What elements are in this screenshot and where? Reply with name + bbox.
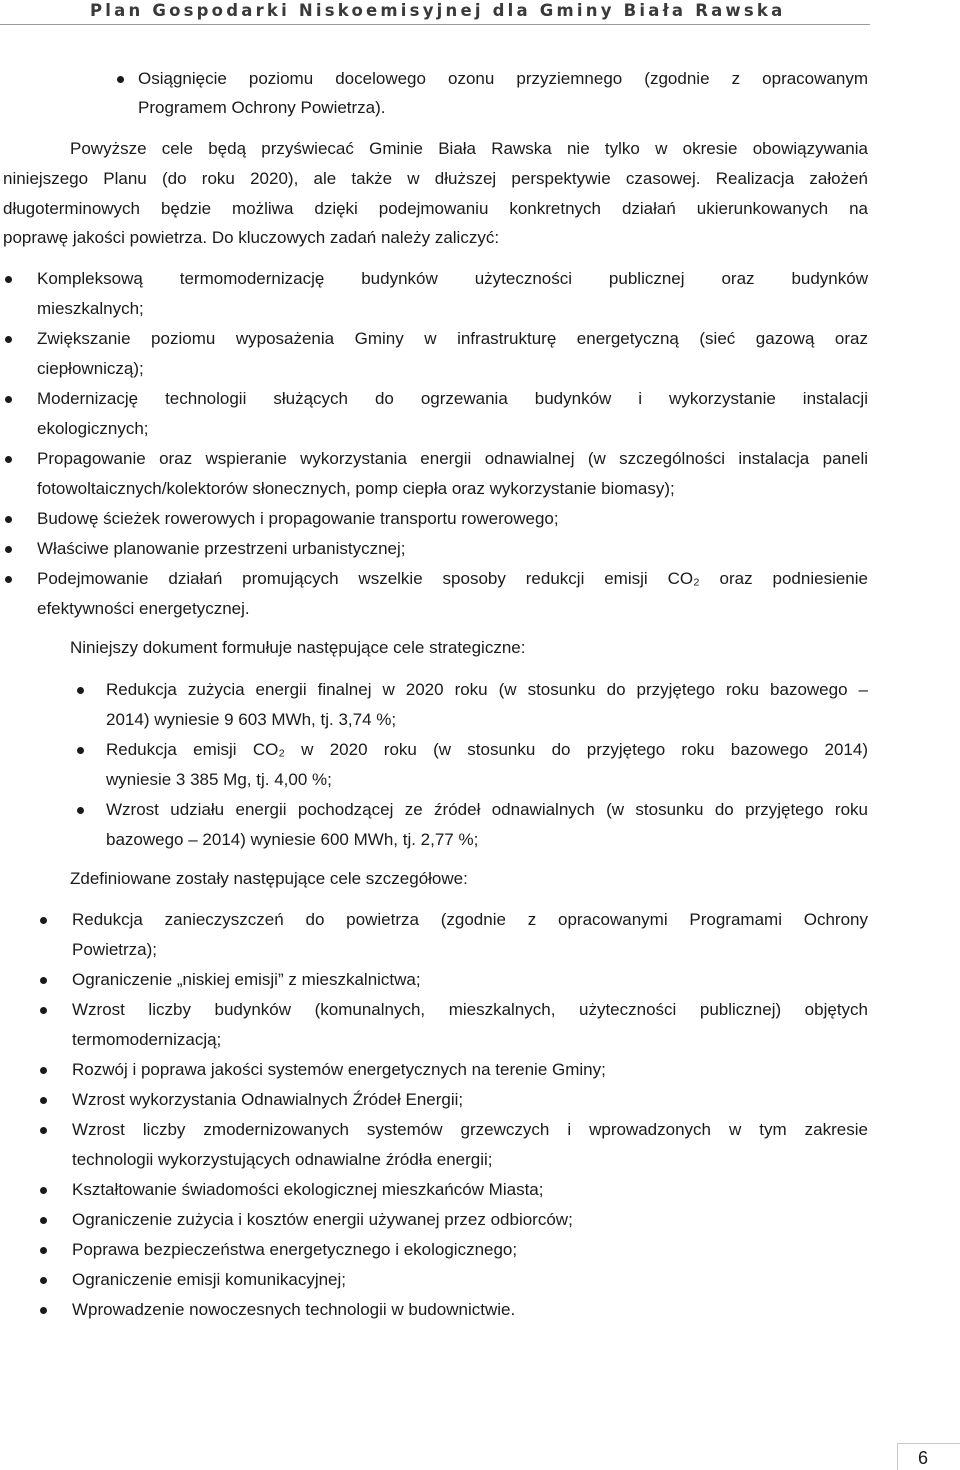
header-divider (0, 24, 870, 25)
list-item-text: Podejmowanie działań promujących wszelkie sposoby redukcji emisji CO₂ oraz podniesienie (37, 569, 868, 588)
paragraph-text: poprawę jakości powietrza. Do kluczowych zadań należy zaliczyć: (3, 228, 500, 247)
paragraph-text: długoterminowych będzie możliwa dzięki podejmowaniu konkretnych działań ukierunkowanych na (3, 199, 868, 218)
section-intro: Niniejszy dokument formułuje następujące cele strategiczne: (70, 638, 526, 657)
bullet-dot (77, 807, 84, 814)
bullet-dot (40, 1217, 47, 1224)
bullet-dot (77, 747, 84, 754)
bullet-dot (5, 276, 12, 283)
bullet-dot (40, 1277, 47, 1284)
bullet-dot (5, 396, 12, 403)
list-item-text: Wzrost wykorzystania Odnawialnych Źródeł Energii; (72, 1090, 464, 1109)
bullet-dot (40, 1097, 47, 1104)
section-intro: Zdefiniowane zostały następujące cele szczegółowe: (70, 869, 468, 888)
bullet-dot (40, 977, 47, 984)
bullet-dot (40, 1187, 47, 1194)
list-item-text: Zwiększanie poziomu wyposażenia Gminy w infrastrukturę energetyczną (sieć gazową oraz (37, 329, 868, 348)
bullet-dot (40, 1007, 47, 1014)
list-item-text: efektywności energetycznej. (37, 599, 250, 618)
bullet-dot (40, 1307, 47, 1314)
list-item-text: Powietrza); (72, 940, 158, 959)
list-item-text: mieszkalnych; (37, 299, 144, 318)
list-item-text: Poprawa bezpieczeństwa energetycznego i ekologicznego; (72, 1240, 518, 1259)
paragraph-text: Powyższe cele będą przyświecać Gminie Biała Rawska nie tylko w okresie obowiązywania (70, 139, 868, 158)
list-item-text: technologii wykorzystujących odnawialne źródła energii; (72, 1150, 493, 1169)
list-item-text: Ograniczenie emisji komunikacyjnej; (72, 1270, 347, 1289)
list-item-text: Osiągnięcie poziomu docelowego ozonu przyziemnego (zgodnie z opracowanym (138, 69, 868, 88)
list-item-text: Budowę ścieżek rowerowych i propagowanie transportu rowerowego; (37, 509, 559, 528)
bullet-dot (40, 1067, 47, 1074)
page-number-box (897, 1443, 960, 1470)
list-item-text: Kompleksową termomodernizację budynków użyteczności publicznej oraz budynków (37, 269, 868, 288)
list-item-text: Redukcja zanieczyszczeń do powietrza (zgodnie z opracowanymi Programami Ochrony (72, 910, 868, 929)
list-item-text: 2014) wyniesie 9 603 MWh, tj. 3,74 %; (106, 710, 397, 729)
list-item-text: Propagowanie oraz wspieranie wykorzystania energii odnawialnej (w szczególności instalacja paneli (37, 449, 868, 468)
list-item-text: Właściwe planowanie przestrzeni urbanistycznej; (37, 539, 406, 558)
list-item-text: bazowego – 2014) wyniesie 600 MWh, tj. 2,77 %; (106, 830, 479, 849)
list-item-text: Wzrost liczby zmodernizowanych systemów grzewczych i wprowadzonych w tym zakresie (72, 1120, 868, 1139)
bullet-dot (5, 576, 12, 583)
list-item-text: Rozwój i poprawa jakości systemów energetycznych na terenie Gminy; (72, 1060, 606, 1079)
page-number: 6 (918, 1448, 929, 1468)
list-item-text: Ograniczenie zużycia i kosztów energii używanej przez odbiorców; (72, 1210, 573, 1229)
bullet-dot (40, 1127, 47, 1134)
list-item-text: Redukcja emisji CO₂ w 2020 roku (w stosunku do przyjętego roku bazowego 2014) (106, 740, 868, 759)
list-item-text: Wzrost udziału energii pochodzącej ze źródeł odnawialnych (w stosunku do przyjętego roku (106, 800, 868, 819)
list-item-text: Modernizację technologii służących do ogrzewania budynków i wykorzystanie instalacji (37, 389, 868, 408)
list-item-text: wyniesie 3 385 Mg, tj. 4,00 %; (106, 770, 332, 789)
list-item-text: Redukcja zużycia energii finalnej w 2020 roku (w stosunku do przyjętego roku bazowego – (106, 680, 868, 699)
bullet-dot (5, 456, 12, 463)
list-item-text: ciepłowniczą); (37, 359, 144, 378)
bullet-dot (5, 546, 12, 553)
bullet-dot (77, 687, 84, 694)
list-item-text: Kształtowanie świadomości ekologicznej mieszkańców Miasta; (72, 1180, 544, 1199)
list-item-text: termomodernizacją; (72, 1030, 222, 1049)
document-title: Plan Gospodarki Niskoemisyjnej dla Gminy Biała Rawska (90, 1, 786, 20)
bullet-dot (40, 917, 47, 924)
list-item-text: Wprowadzenie nowoczesnych technologii w budownictwie. (72, 1300, 516, 1319)
bullet-dot (5, 516, 12, 523)
list-item-text: Programem Ochrony Powietrza). (138, 98, 386, 117)
paragraph-text: niniejszego Planu (do roku 2020), ale także w dłuższej perspektywie czasowej. Realizacja założeń (3, 169, 868, 188)
list-item-text: Wzrost liczby budynków (komunalnych, mieszkalnych, użyteczności publicznej) objętych (72, 1000, 868, 1019)
bullet-dot (40, 1247, 47, 1254)
bullet-dot (117, 76, 124, 83)
list-item-text: fotowoltaicznych/kolektorów słonecznych, pomp ciepła oraz wykorzystanie biomasy); (37, 479, 675, 498)
list-item-text: Ograniczenie „niskiej emisji” z mieszkalnictwa; (72, 970, 421, 989)
bullet-dot (5, 336, 12, 343)
list-item-text: ekologicznych; (37, 419, 149, 438)
